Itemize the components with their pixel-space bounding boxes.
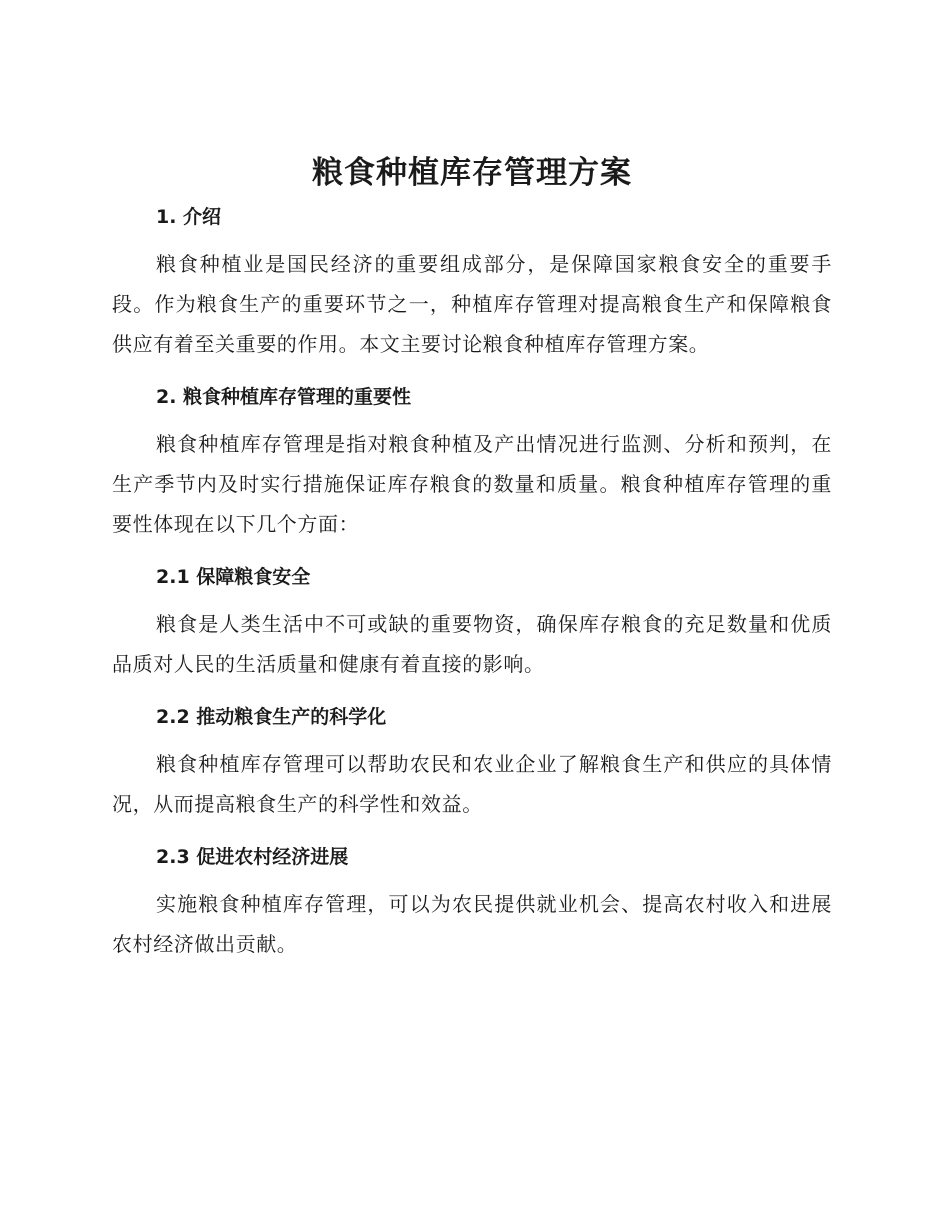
document-title: 粮食种植库存管理方案 xyxy=(312,155,632,191)
section-paragraph: 粮食是人类生活中不可或缺的重要物资，确保库存粮食的充足数量和优质品质对人民的生活质量和健康有着直接的影响。 xyxy=(112,612,832,676)
section-food-security xyxy=(112,562,832,684)
section-rural-economy xyxy=(112,842,832,964)
section-heading: 2. 粮食种植库存管理的重要性 xyxy=(156,386,412,408)
section-paragraph: 实施粮食种植库存管理，可以为农民提供就业机会、提高农村收入和进展农村经济做出贡献。 xyxy=(112,892,832,956)
section-introduction xyxy=(112,202,832,364)
section-scientific-production xyxy=(112,702,832,824)
section-heading: 2.3 促进农村经济进展 xyxy=(156,846,349,868)
section-paragraph: 粮食种植库存管理是指对粮食种植及产出情况进行监测、分析和预判，在生产季节内及时实行措施保证库存粮食的数量和质量。粮食种植库存管理的重要性体现在以下几个方面： xyxy=(112,432,832,536)
section-paragraph: 粮食种植业是国民经济的重要组成部分，是保障国家粮食安全的重要手段。作为粮食生产的重要环节之一，种植库存管理对提高粮食生产和保障粮食供应有着至关重要的作用。本文主要讨论粮食种植库存管理方案。 xyxy=(112,252,832,356)
section-paragraph: 粮食种植库存管理可以帮助农民和农业企业了解粮食生产和供应的具体情况，从而提高粮食生产的科学性和效益。 xyxy=(112,752,832,816)
section-heading: 1. 介绍 xyxy=(156,206,222,228)
section-importance xyxy=(112,382,832,544)
document-page xyxy=(112,148,832,982)
section-heading: 2.2 推动粮食生产的科学化 xyxy=(156,706,387,728)
section-heading: 2.1 保障粮食安全 xyxy=(156,566,311,588)
